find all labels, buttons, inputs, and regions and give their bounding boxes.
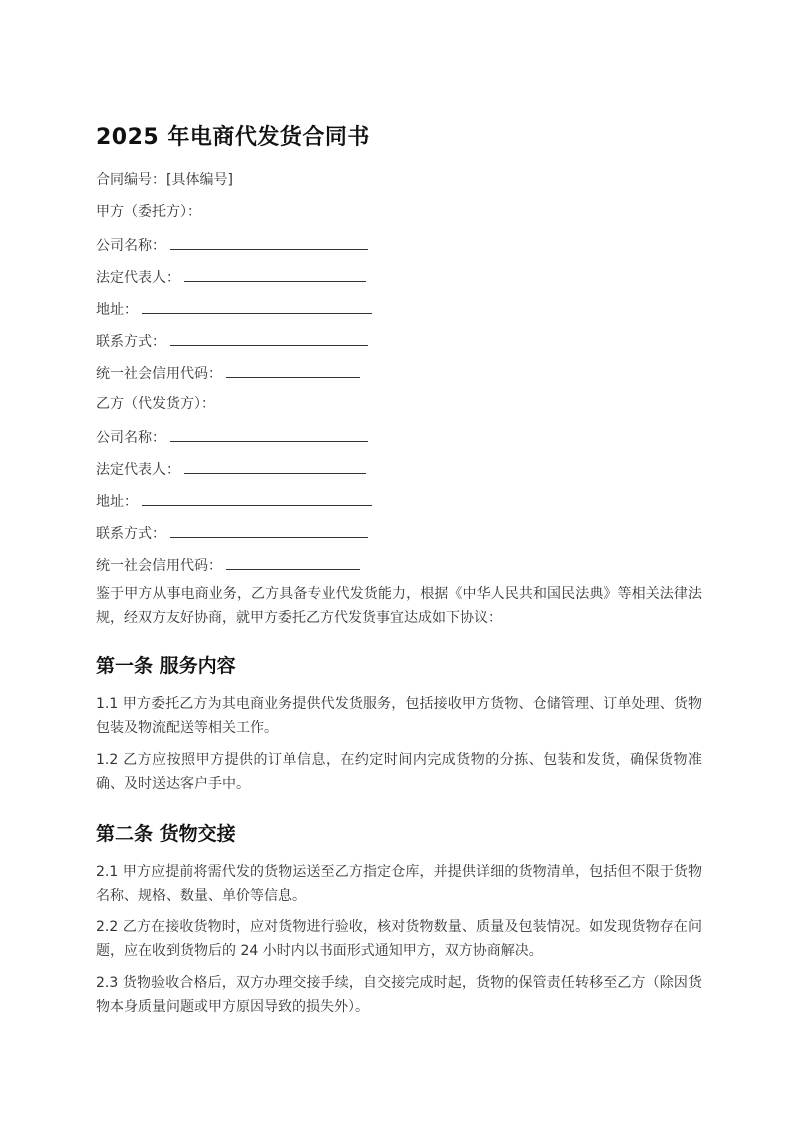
- party-a-credit-code-blank[interactable]: [226, 362, 360, 378]
- party-a-company-label: 公司名称：: [96, 238, 166, 254]
- party-b-credit-code-label: 统一社会信用代码：: [96, 558, 222, 574]
- party-b-address-blank[interactable]: [142, 490, 372, 506]
- contract-page: [96, 0, 702, 1123]
- page-title: 2025 年电商代发货合同书: [96, 125, 370, 150]
- party-a-address-label: 地址：: [96, 302, 138, 318]
- party-b-address-row: [96, 490, 372, 512]
- party-b-contact-label: 联系方式：: [96, 526, 166, 542]
- party-a-company-row: [96, 234, 368, 256]
- party-a-header: 甲方（委托方）：: [96, 204, 201, 220]
- party-a-credit-code-row: [96, 362, 360, 384]
- party-a-contact-label: 联系方式：: [96, 334, 166, 350]
- clause-2-3: 2.3 货物验收合格后，双方办理交接手续，自交接完成时起，货物的保管责任转移至乙方（除因货物本身质量问题或甲方原因导致的损失外）。: [96, 975, 702, 1015]
- party-b-company-label: 公司名称：: [96, 430, 166, 446]
- party-a-legal-rep-row: [96, 266, 366, 288]
- party-b-company-blank[interactable]: [170, 426, 368, 442]
- party-b-contact-row: [96, 522, 368, 544]
- clause-2-2: 2.2 乙方在接收货物时，应对货物进行验收，核对货物数量、质量及包装情况。如发现货物存在问题，应在收到货物后的 24 小时内以书面形式通知甲方，双方协商解决。: [96, 919, 702, 959]
- party-a-address-blank[interactable]: [142, 298, 372, 314]
- party-a-contact-blank[interactable]: [170, 330, 368, 346]
- party-b-address-label: 地址：: [96, 494, 138, 510]
- party-a-credit-code-label: 统一社会信用代码：: [96, 366, 222, 382]
- party-b-legal-rep-blank[interactable]: [184, 458, 366, 474]
- party-a-address-row: [96, 298, 372, 320]
- clause-2-1: 2.1 甲方应提前将需代发的货物运送至乙方指定仓库，并提供详细的货物清单，包括但不限于货物名称、规格、数量、单价等信息。: [96, 864, 702, 904]
- party-b-company-row: [96, 426, 368, 448]
- party-b-header: 乙方（代发货方）：: [96, 396, 215, 412]
- party-a-contact-row: [96, 330, 368, 352]
- clause-1-2: 1.2 乙方应按照甲方提供的订单信息，在约定时间内完成货物的分拣、包装和发货，确保货物准确、及时送达客户手中。: [96, 752, 702, 792]
- party-b-legal-rep-label: 法定代表人：: [96, 462, 180, 478]
- preamble-paragraph: 鉴于甲方从事电商业务，乙方具备专业代发货能力，根据《中华人民共和国民法典》等相关法律法规，经双方友好协商，就甲方委托乙方代发货事宜达成如下协议：: [96, 586, 702, 626]
- contract-number: 合同编号：[具体编号]: [96, 172, 233, 188]
- section-1-heading: 第一条 服务内容: [96, 655, 236, 677]
- party-a-company-blank[interactable]: [170, 234, 368, 250]
- section-2-heading: 第二条 货物交接: [96, 823, 236, 845]
- clause-1-1: 1.1 甲方委托乙方为其电商业务提供代发货服务，包括接收甲方货物、仓储管理、订单处理、货物包装及物流配送等相关工作。: [96, 696, 702, 736]
- party-b-credit-code-blank[interactable]: [226, 554, 360, 570]
- party-b-credit-code-row: [96, 554, 360, 576]
- party-b-legal-rep-row: [96, 458, 366, 480]
- party-a-legal-rep-label: 法定代表人：: [96, 270, 180, 286]
- party-b-contact-blank[interactable]: [170, 522, 368, 538]
- party-a-legal-rep-blank[interactable]: [184, 266, 366, 282]
